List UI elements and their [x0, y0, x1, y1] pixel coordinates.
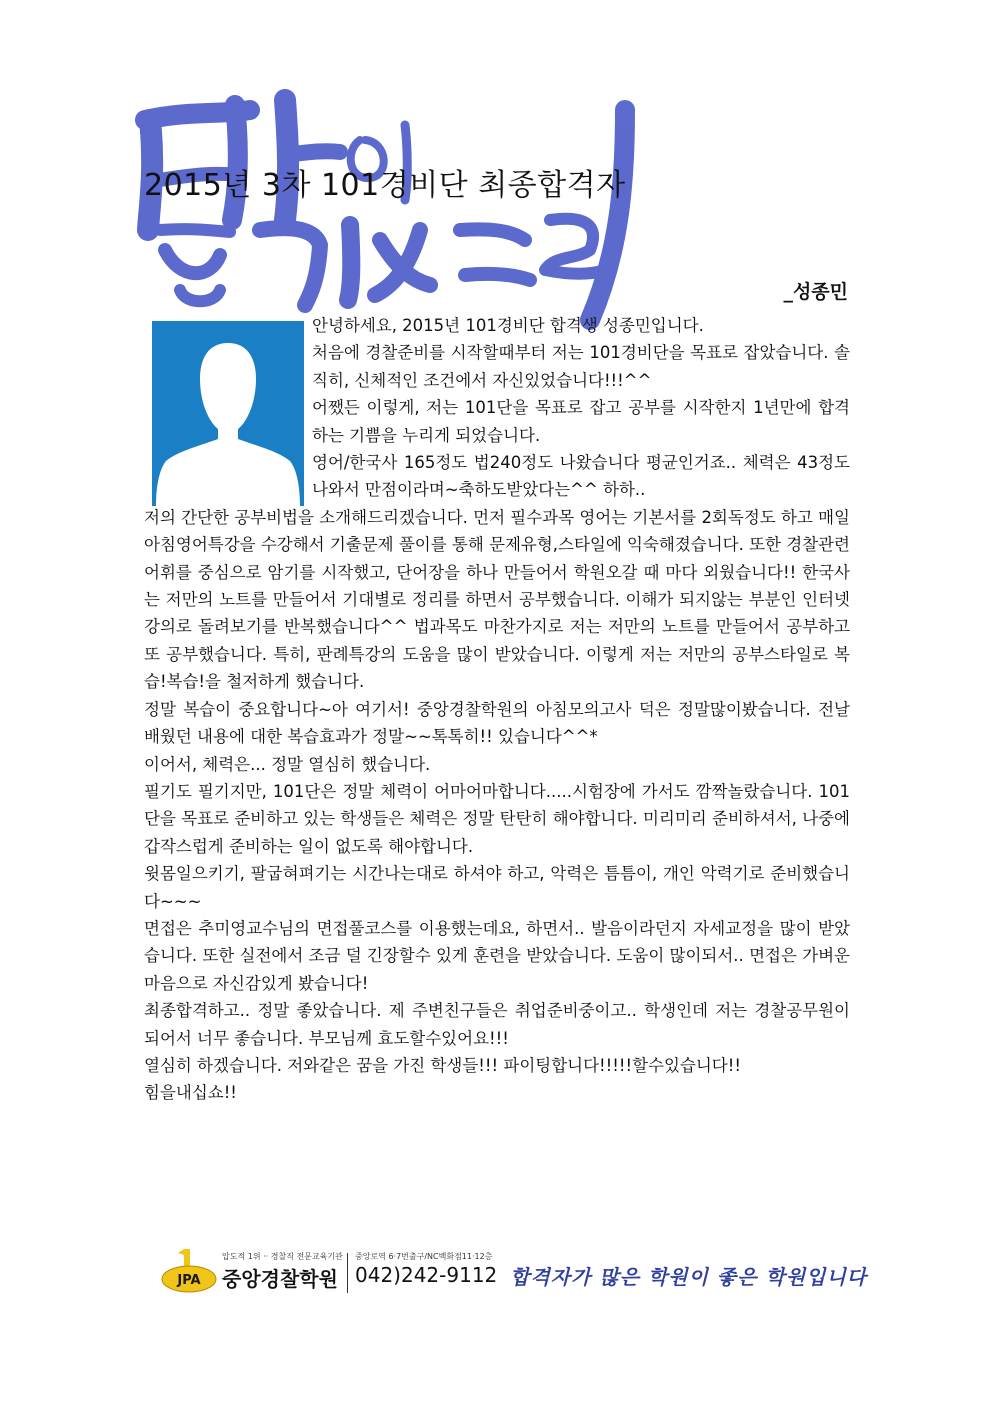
paragraph: 면접은 추미영교수님의 면접풀코스를 이용했는데요, 하면서.. 발음이라던지 자세교정을 많이 받았습니다. 또한 실전에서 조금 덜 긴장할수 있게 훈련을 받았습니다. 도움이 많이되서.. 면접은 가벼운마음으로 자신감있게 봤습니다! — [144, 918, 850, 993]
badge-label: JPA — [177, 1273, 201, 1288]
academy-slogan: 합격자가 많은 학원이 좋은 학원입니다 — [510, 1265, 867, 1289]
paragraph: 이어서, 체력은... 정말 열심히 했습니다. — [144, 754, 431, 774]
author-name: _성종민 — [783, 281, 848, 303]
academy-tagline: 압도적 1위 ·· 경찰직 전문교육기관 — [222, 1252, 343, 1261]
paragraph: 윗몸일으키기, 팔굽혀펴기는 시간나는대로 하셔야 하고, 악력은 틈틈이, 개인 악력기로 준비했습니다~~~ — [144, 864, 850, 911]
document-title: 2015년 3차 101경비단 최종합격자 — [144, 168, 626, 203]
footer-divider — [347, 1253, 348, 1293]
paragraph: 저의 간단한 공부비법을 소개해드리겠습니다. 먼저 필수과목 영어는 기본서를 2회독정도 하고 매일 아침영어특강을 수강해서 기출문제 풀이를 통해 문제유형,스타일에 익숙해졌습니다. 또한 경찰관련어휘를 중심으로 암기를 시작했고, 단어장을 하나 만들어서 학원오갈 때 마다 외웠습니다!! 한국사는 저만의 노트를 만들어서 기대별로 정리를 하면서 공부했습니다. 이해가 되지않는 부분인 인터넷강의로 돌려보기를 반복했습니다^^ 법과목도 마찬가지로 저는 저만의 노트를 만들어서 공부하고 또 공부했습니다. 특히, 판례특강의 도움을 많이 받았습니다. 이렇게 저는 저만의 공부스타일로 복습!복습!을 철저하게 했습니다. — [144, 507, 850, 692]
academy-phone: 042)242-9112 — [355, 1263, 498, 1287]
testimonial-body — [144, 312, 850, 1107]
footer-banner — [160, 1245, 867, 1305]
paragraph: 정말 복습이 중요합니다~아 여기서! 중앙경찰학원의 아침모의고사 덕은 정말많이봤습니다. 전날 배웠던 내용에 대한 복습효과가 정말~~톡톡히!! 있습니다^^* — [144, 699, 850, 747]
paragraph: 열심히 하겠습니다. 저와같은 꿈을 가진 학생들!!! 파이팅합니다!!!!!할수있습니다!! — [144, 1055, 741, 1075]
paragraph: 최종합격하고.. 정말 좋았습니다. 제 주변친구들은 취업준비중이고.. 학생인데 저는 경찰공무원이 되어서 너무 좋습니다. 부모님께 효도할수있어요!!! — [144, 1001, 850, 1048]
paragraph: 안녕하세요, 2015년 101경비단 합격생 성종민입니다. — [312, 316, 704, 335]
brush-logo — [120, 80, 640, 330]
paragraph: 어쨌든 이렇게, 저는 101단을 목표로 잡고 공부를 시작한지 1년만에 합격하는 기쁨을 누리게 되었습니다. — [312, 398, 850, 445]
academy-name: 중앙경찰학원 — [222, 1267, 338, 1291]
academy-address: 중앙로역 6·7번출구/NC백화점11·12층 — [355, 1252, 493, 1261]
paragraph: 영어/한국사 165정도 법240정도 나왔습니다 평균인거죠.. 체력은 43정도 나와서 만점이라며~축하도받았다는^^ 하하.. — [312, 453, 850, 500]
paragraph: 처음에 경찰준비를 시작할때부터 저는 101경비단을 목표로 잡았습니다. 솔직히, 신체적인 조건에서 자신있었습니다!!!^^ — [312, 343, 850, 390]
paragraph: 힘을내십쇼!! — [144, 1083, 237, 1103]
paragraph: 필기도 필기지만, 101단은 정말 체력이 어마어마합니다.....시험장에 가서도 깜짝놀랐습니다. 101단을 목표로 준비하고 있는 학생들은 체력은 정말 탄탄히 해야합니다. 미리미리 준비하셔서, 나중에 갑작스럽게 준비하는 일이 없도록 해야합니다. — [144, 781, 850, 856]
academy-badge-icon — [160, 1247, 218, 1297]
photo-spacer — [144, 312, 312, 502]
